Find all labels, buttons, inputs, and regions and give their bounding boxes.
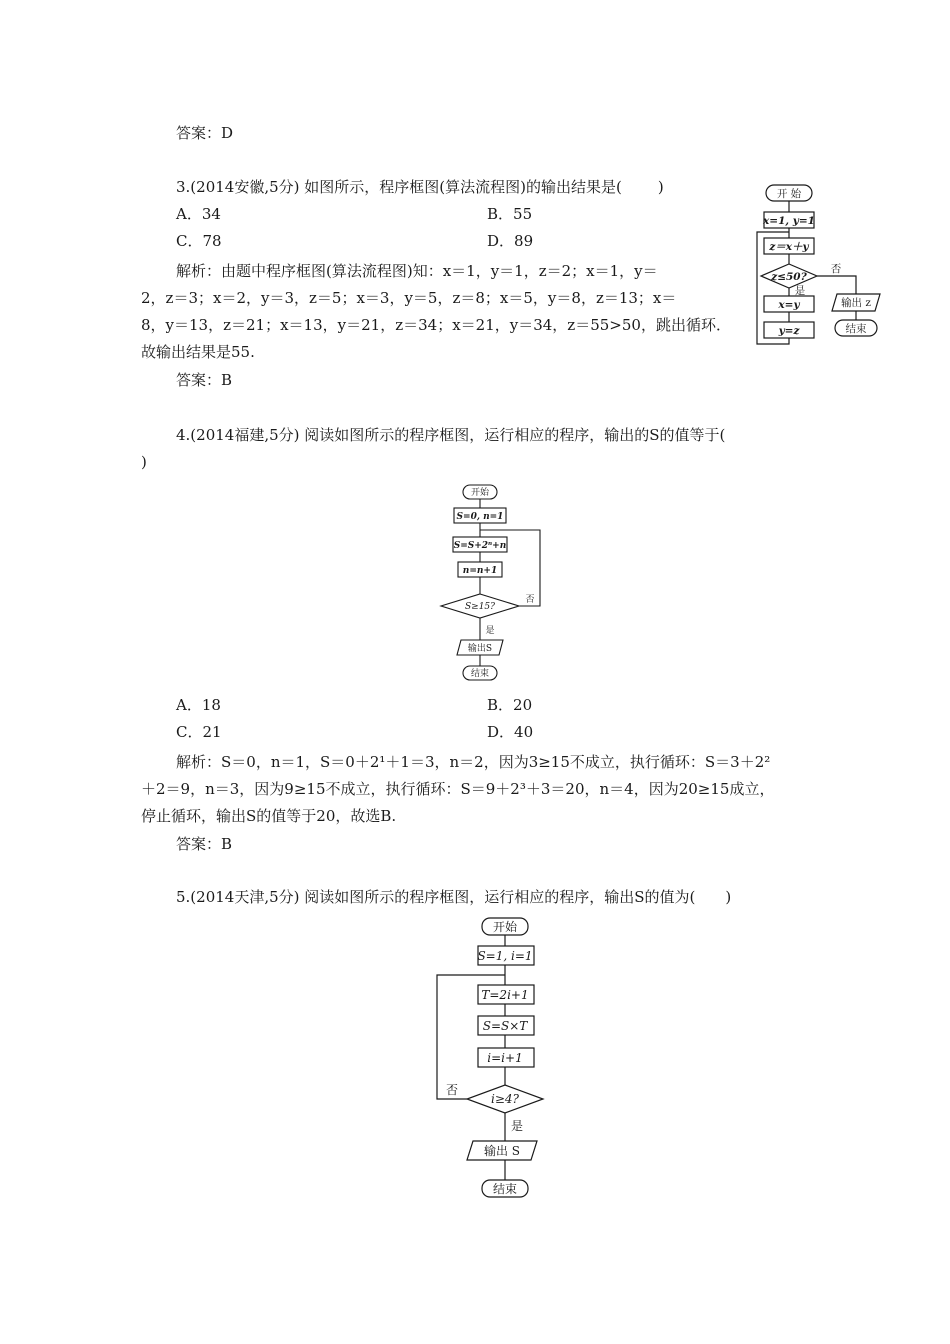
q5-fc-no-label: 否 <box>445 1083 459 1097</box>
q5-fc-cond-label: i≥4? <box>491 1092 519 1106</box>
q4-option-c: C．21 <box>176 723 222 741</box>
q4-fc-yes-label: 是 <box>485 626 495 636</box>
q3-answer: 答案：B <box>176 371 233 389</box>
q4-fc-init-label: S=0, n=1 <box>456 512 504 522</box>
q3-option-d: D．89 <box>487 232 534 250</box>
q3-stem-text: 3.(2014安徽,5分) 如图所示，程序框图(算法流程图)的输出结果是( <box>176 178 622 196</box>
q3-fc-cond-label: z≤50? <box>771 271 807 283</box>
q3-fc-end-label: 结束 <box>845 323 867 335</box>
q4-fc-no-label: 否 <box>525 595 535 605</box>
q3-fc-output-label: 输出 z <box>841 297 871 309</box>
q4-fc-output-label: 输出S <box>467 644 493 654</box>
q3-fc-yes-label: 是 <box>794 285 806 297</box>
q4-solution-line1: 解析：S＝0，n＝1，S＝0＋2¹＋1＝3，n＝2，因为3≥15不成立，执行循环：S＝3＋2² <box>176 753 771 771</box>
q3-fc-step-z-label: z＝x＋y <box>769 241 809 253</box>
q3-option-c: C．78 <box>176 232 222 250</box>
q4-option-d: D．40 <box>487 723 534 741</box>
q3-solution-line3: 8，y＝13，z＝21；x＝13，y＝21，z＝34；x＝21，y＝34，z＝55>50，跳出循环． <box>141 316 731 334</box>
q5-fc-start-label: 开始 <box>492 920 518 934</box>
q3-fc-no-label: 否 <box>830 263 842 275</box>
q4-solution-line3: 停止循环，输出S的值等于20，故选B. <box>141 807 397 825</box>
q4-fc-end-label: 结束 <box>470 669 490 679</box>
q4-fc-step-n-label: n=n+1 <box>462 566 498 576</box>
q4-answer: 答案：B <box>176 835 233 853</box>
q4-solution-line2: ＋2＝9，n＝3，因为9≥15不成立，执行循环：S＝9＋2³＋3＝20，n＝4，因为20≥15成立， <box>141 780 775 798</box>
q4-option-b: B．20 <box>487 696 533 714</box>
q4-fc-step-s-label: S=S+2ⁿ+n <box>453 541 507 551</box>
q4-fc-start-label: 开始 <box>470 488 490 498</box>
q3-solution-line4: 故输出结果是55. <box>141 343 255 361</box>
q5-fc-init-label: S=1, i=1 <box>477 949 533 963</box>
q5-fc-yes-label: 是 <box>510 1119 524 1133</box>
q3-fc-step-x-label: x=y <box>778 299 800 311</box>
q5-fc-step-i-label: i=i+1 <box>487 1051 523 1065</box>
q3-option-b: B．55 <box>487 205 533 223</box>
q5-stem-close: ) <box>725 888 732 906</box>
q3-option-a: A．34 <box>176 205 221 223</box>
q3-fc-start-label: 开 始 <box>776 188 802 200</box>
q5-fc-end-label: 结束 <box>492 1182 518 1196</box>
q4-option-a: A．18 <box>176 696 221 714</box>
q3-solution-line1: 解析：由题中程序框图(算法流程图)知：x＝1，y＝1，z＝2；x＝1，y＝ <box>176 262 658 280</box>
q3-stem-close: ) <box>657 178 664 196</box>
q5-stem-text: 5.(2014天津,5分) 阅读如图所示的程序框图，运行相应的程序，输出S的值为( <box>176 888 696 906</box>
previous-answer: 答案：D <box>176 124 234 142</box>
q4-stem: 4.(2014福建,5分) 阅读如图所示的程序框图，运行相应的程序，输出的S的值等于( <box>176 426 726 444</box>
q4-fc-cond-label: S≥15? <box>465 602 495 612</box>
q3-fc-init-label: x=1, y=1 <box>763 215 815 227</box>
q5-fc-step-s-label: S=S×T <box>482 1019 528 1033</box>
q4-stem-close: ) <box>141 453 147 471</box>
q3-fc-step-y-label: y=z <box>778 325 800 337</box>
q3-solution-line2: 2，z＝3；x＝2，y＝3，z＝5；x＝3，y＝5，z＝8；x＝5，y＝8，z＝13；x＝ <box>141 289 677 307</box>
q5-fc-step-t-label: T=2i+1 <box>481 988 529 1002</box>
q5-fc-output-label: 输出 S <box>483 1144 521 1158</box>
